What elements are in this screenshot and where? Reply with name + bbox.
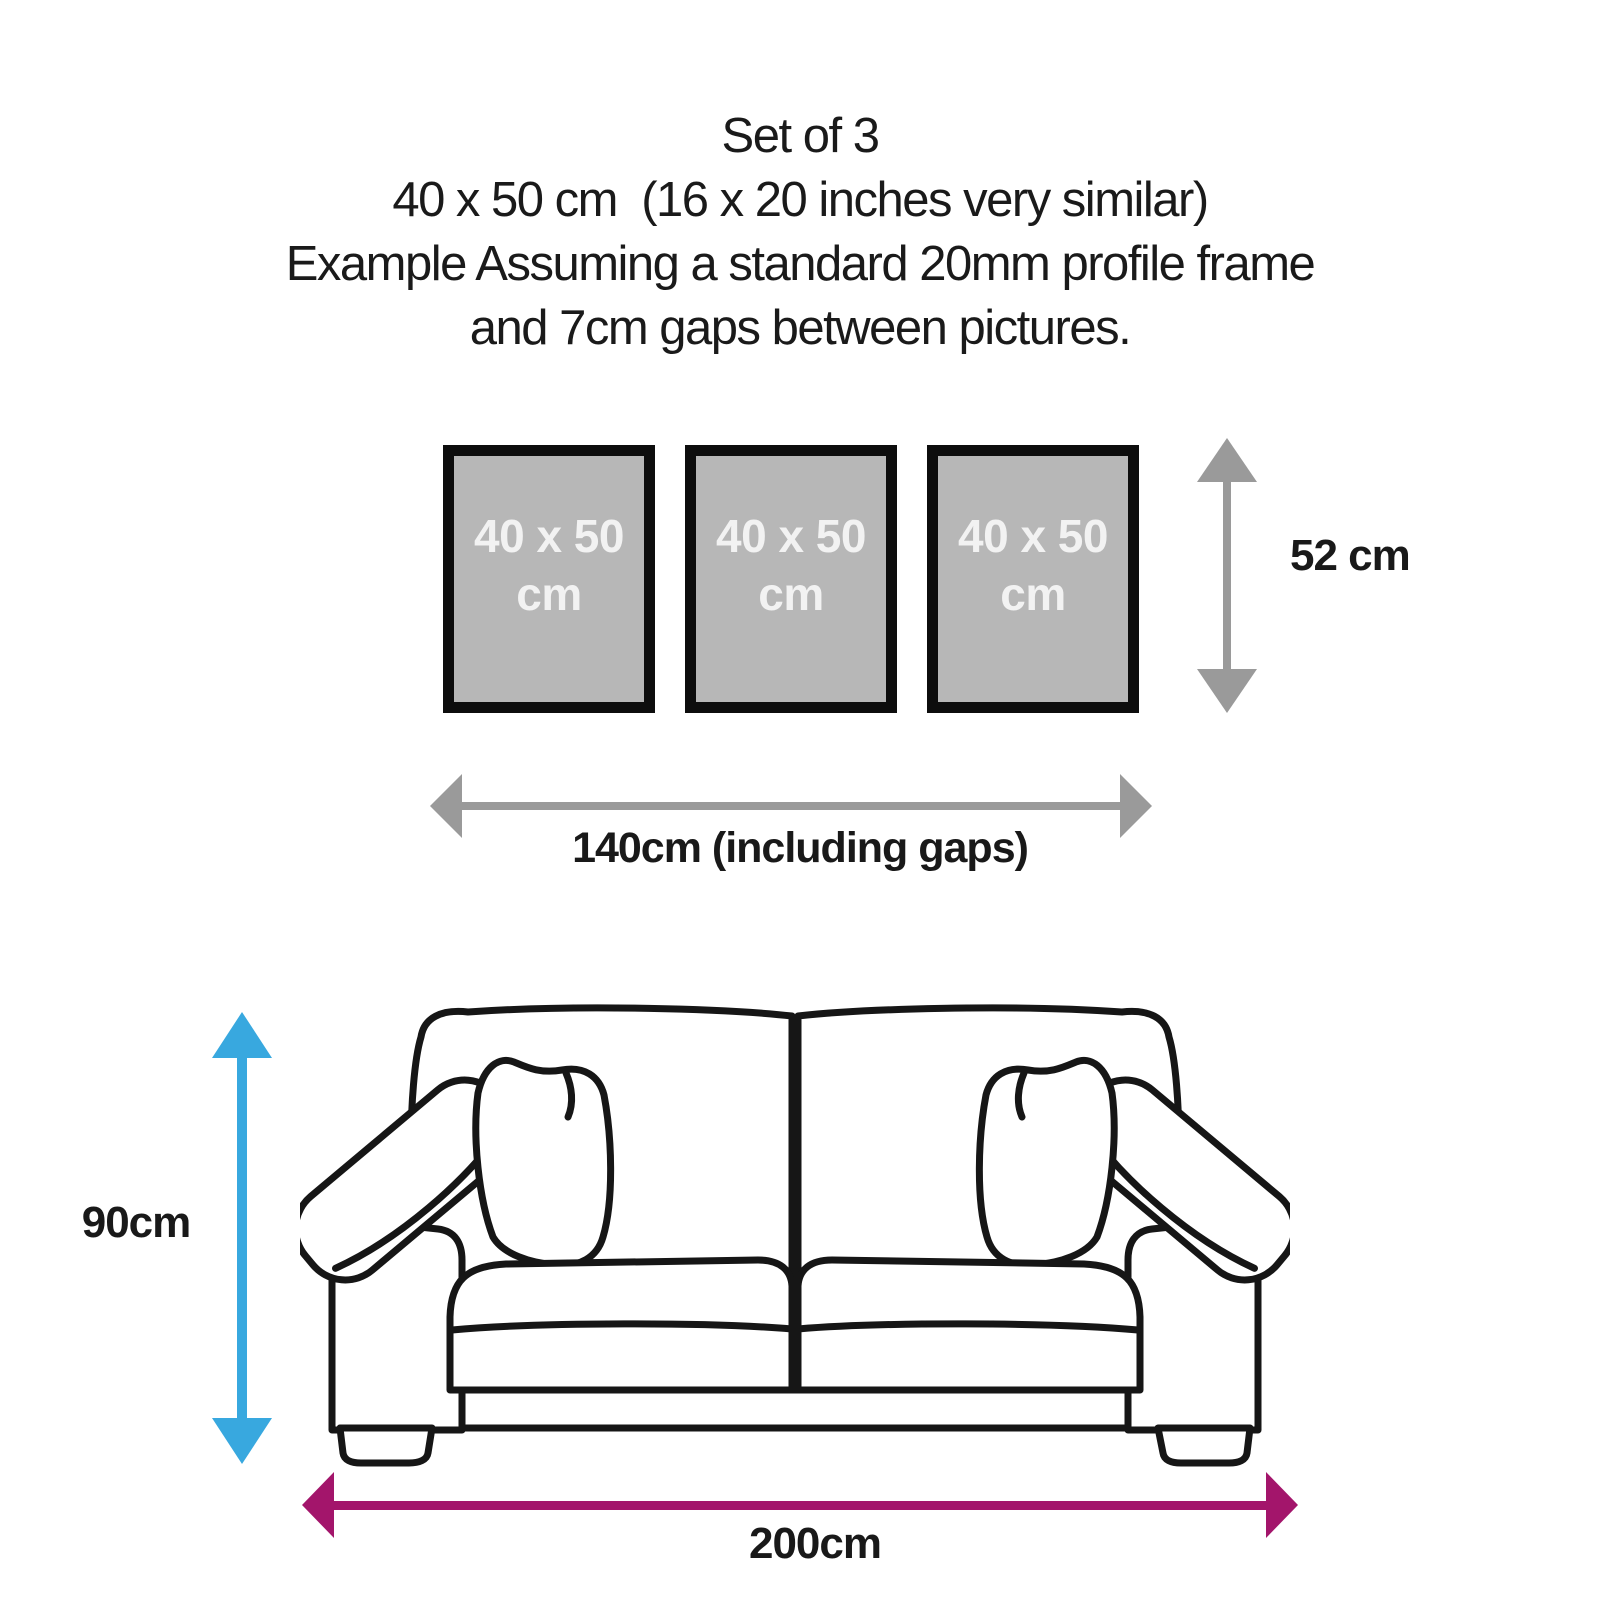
picture-frame-3 bbox=[927, 445, 1139, 713]
title-line-3: Example Assuming a standard 20mm profile frame bbox=[285, 237, 1315, 291]
picture-frame-1 bbox=[443, 445, 655, 713]
arrowhead-up bbox=[1197, 438, 1257, 482]
title-line-4: and 7cm gaps between pictures. bbox=[469, 301, 1131, 355]
sofa-width-label: 200cm bbox=[748, 1519, 881, 1568]
frame-size-value: 40 x 50 bbox=[716, 510, 866, 562]
picture-frame-2 bbox=[685, 445, 897, 713]
arrowhead-down bbox=[212, 1418, 272, 1464]
arrowhead-up bbox=[212, 1012, 272, 1058]
frame-size-label bbox=[716, 507, 866, 623]
frame-size-unit: cm bbox=[758, 568, 824, 620]
arrow-shaft bbox=[1223, 478, 1231, 673]
arrowhead-down bbox=[1197, 669, 1257, 713]
diagram-title bbox=[0, 104, 1600, 360]
frames-width-label: 140cm (including gaps) bbox=[572, 824, 1028, 872]
sofa-height-label: 90cm bbox=[81, 1198, 191, 1247]
frames-height-arrow-icon bbox=[1196, 438, 1258, 713]
frame-size-unit: cm bbox=[1000, 568, 1066, 620]
frame-size-value: 40 x 50 bbox=[958, 510, 1108, 562]
arrow-shaft bbox=[237, 1054, 247, 1422]
frame-size-unit: cm bbox=[516, 568, 582, 620]
sofa-base bbox=[462, 1390, 1128, 1428]
sofa-illustration bbox=[300, 985, 1290, 1470]
sofa-feet bbox=[340, 1428, 1250, 1463]
title-line-1: Set of 3 bbox=[721, 109, 879, 163]
sofa-throw-pillow-left bbox=[476, 1060, 611, 1265]
arrowhead-left bbox=[302, 1472, 334, 1538]
frame-size-value: 40 x 50 bbox=[474, 510, 624, 562]
arrow-shaft bbox=[458, 802, 1124, 810]
arrowhead-right bbox=[1266, 1472, 1298, 1538]
frames-height-label: 52 cm bbox=[1290, 531, 1410, 580]
frame-size-label bbox=[958, 507, 1108, 623]
title-line-2: 40 x 50 cm (16 x 20 inches very similar) bbox=[392, 173, 1208, 227]
sofa-throw-pillow-right bbox=[979, 1060, 1114, 1265]
frame-size-label bbox=[474, 507, 624, 623]
arrow-shaft bbox=[330, 1501, 1270, 1510]
